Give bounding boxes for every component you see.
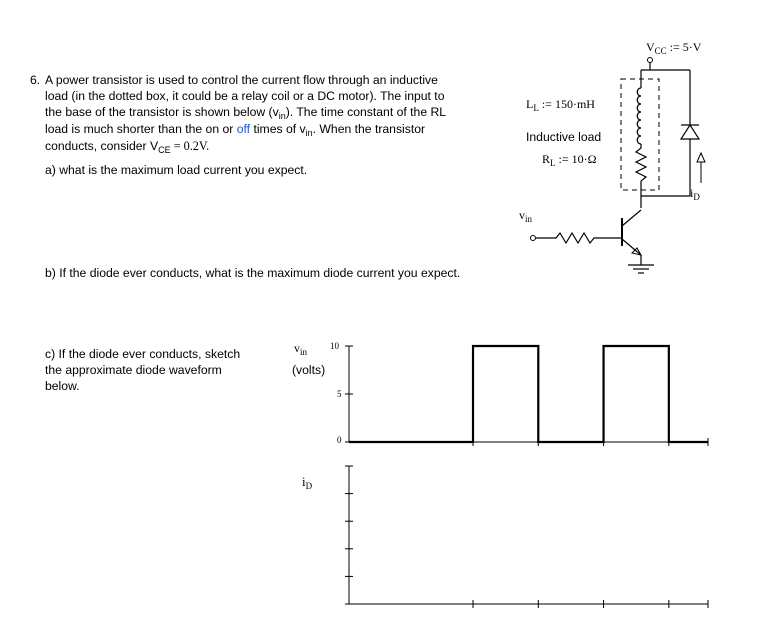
part-c-line-1: c) If the diode ever conducts, sketch [45, 347, 241, 361]
id-axis-subscript: D [305, 481, 313, 491]
intro-line-4-a: load is much shorter than the on or [45, 122, 237, 136]
inductor-value: := 150·mH [541, 97, 595, 111]
intro-line-4-c: . When the transistor [312, 122, 426, 136]
problem-number: 6. [30, 73, 41, 87]
inductive-load-label: Inductive load [526, 130, 602, 144]
vin-circuit-symbol: v [519, 208, 525, 222]
intro-line-3-b: ). The time constant of the RL [285, 105, 447, 119]
y-tick-label-5: 5 [337, 389, 342, 399]
vin-axis-units: (volts) [292, 363, 326, 377]
intro-line-5-a: conducts, consider V [45, 139, 159, 153]
inductor-subscript: L [533, 103, 539, 113]
intro-line-3-a: the base of the transistor is shown below (v [45, 105, 279, 119]
id-circuit-symbol: i [690, 186, 694, 200]
vin-subscript: in [278, 111, 286, 121]
resistor-subscript: L [550, 158, 556, 168]
y-tick-label-0: 0 [337, 435, 342, 445]
resistor-symbol: R [542, 152, 551, 166]
intro-line-1: A power transistor is used to control the current flow through an inductive [45, 73, 438, 87]
part-b-question: b) If the diode ever conducts, what is the maximum diode current you expect. [45, 266, 461, 280]
id-circuit-subscript: D [693, 192, 700, 202]
vcc-subscript: CC [654, 46, 667, 56]
vce-subscript: CE [158, 145, 171, 155]
intro-line-2: load (in the dotted box, it could be a relay coil or a DC motor). The input to [45, 89, 445, 103]
intro-line-4-b: times of v [250, 122, 306, 136]
vin-subscript-2: in [305, 128, 313, 138]
part-c-line-2: the approximate diode waveform [45, 363, 222, 377]
intro-line-5-b: = 0.2V. [170, 139, 210, 153]
vin-square-wave [349, 346, 708, 442]
vcc-value: := 5·V [669, 40, 702, 54]
resistor-value: := 10·Ω [558, 152, 597, 166]
inductor-symbol: L [526, 97, 534, 111]
y-tick-label-10: 10 [330, 341, 339, 351]
part-c-line-3: below. [45, 379, 80, 393]
vin-axis-symbol: v [294, 341, 300, 355]
vcc-symbol: V [646, 40, 655, 54]
vin-axis-subscript: in [300, 347, 308, 357]
id-axis-symbol: i [302, 474, 306, 489]
part-a-question: a) what is the maximum load current you expect. [45, 163, 308, 177]
off-highlight: off [236, 122, 251, 136]
vin-circuit-subscript: in [525, 214, 533, 224]
